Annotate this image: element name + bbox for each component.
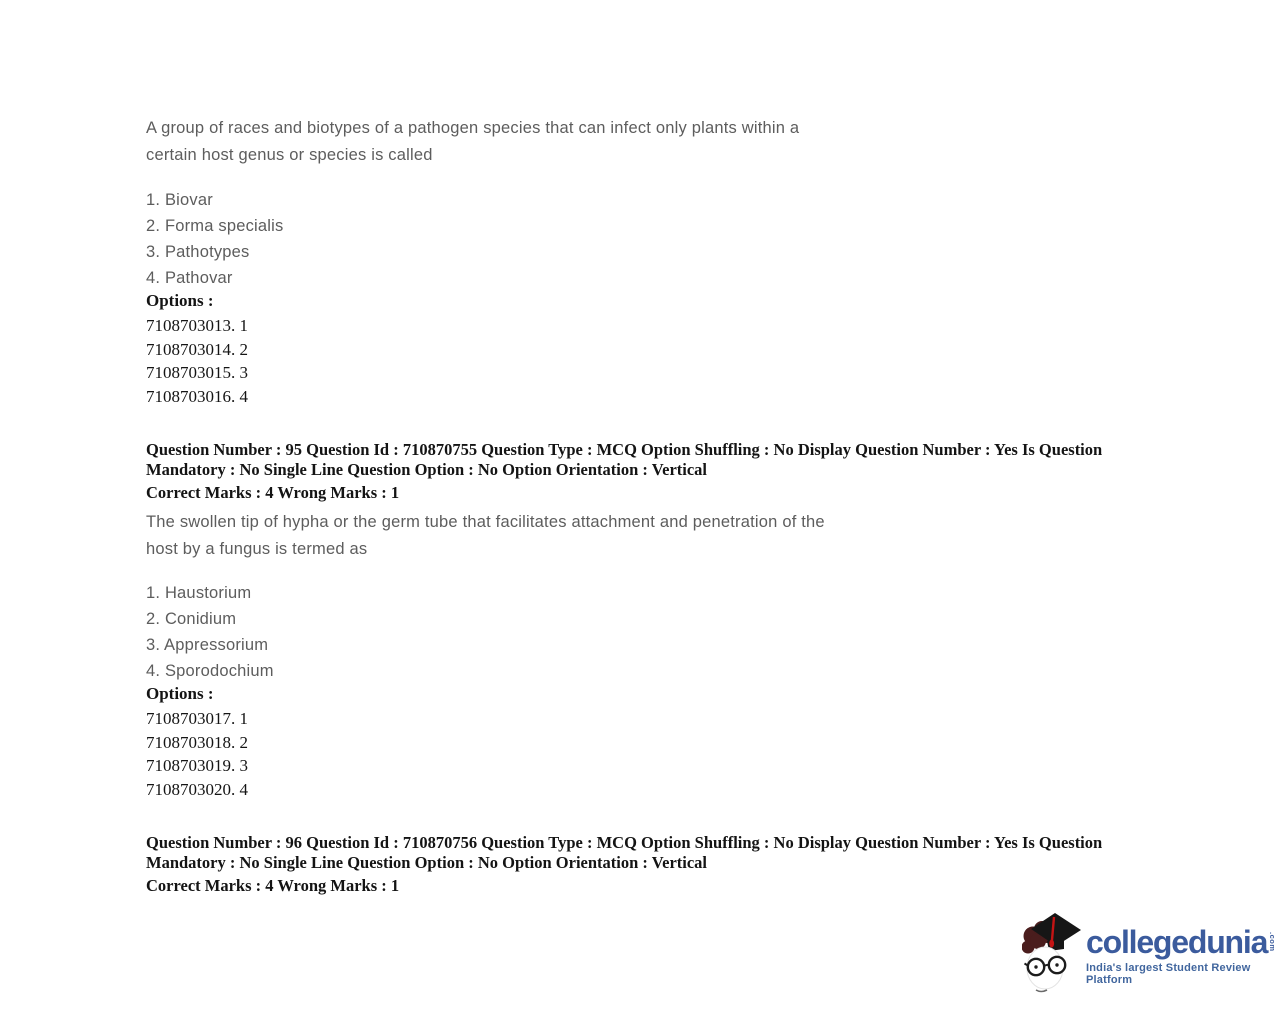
brand-suffix: .com	[1268, 932, 1278, 952]
question-meta-95	[146, 440, 1166, 479]
option-id-item: 7108703014. 2	[146, 339, 248, 359]
option-id-item: 7108703020. 4	[146, 780, 248, 800]
option-ids-95	[146, 707, 248, 802]
option-id-item: 7108703013. 1	[146, 316, 248, 335]
collegedunia-logo	[1022, 908, 1278, 1008]
choice-item: 1. Biovar	[146, 191, 213, 209]
choice-item: 1. Haustorium	[146, 584, 252, 602]
choices-94	[146, 187, 283, 291]
question-line: The swollen tip of hypha or the germ tube that facilitates attachment and penetration of the	[146, 513, 825, 531]
choices-95	[146, 580, 274, 684]
logo-text-block	[1086, 926, 1277, 986]
question-meta-96	[146, 833, 1166, 872]
option-id-item: 7108703018. 2	[146, 732, 248, 752]
meta-line: Question Number : 95 Question Id : 710870755 Question Type : MCQ Option Shuffling : No Display Question Number : Yes Is Question	[146, 440, 1103, 459]
option-ids-94	[146, 314, 248, 409]
option-id-item: 7108703017. 1	[146, 709, 248, 728]
collegedunia-mascot-icon	[1022, 910, 1084, 1006]
brand-name: collegedunia	[1086, 924, 1268, 960]
choice-item: 3. Appressorium	[146, 636, 269, 654]
meta-line: Mandatory : No Single Line Question Option : No Option Orientation : Vertical	[146, 459, 708, 479]
option-id-item: 7108703016. 4	[146, 387, 248, 407]
question-line: certain host genus or species is called	[146, 146, 433, 164]
meta-line: Question Number : 96 Question Id : 710870756 Question Type : MCQ Option Shuffling : No Display Question Number : Yes Is Question	[146, 833, 1103, 852]
meta-line: Mandatory : No Single Line Question Option : No Option Orientation : Vertical	[146, 852, 708, 872]
choice-item: 4. Pathovar	[146, 269, 233, 287]
option-id-item: 7108703019. 3	[146, 756, 248, 776]
question-line: A group of races and biotypes of a pathogen species that can infect only plants within a	[146, 119, 800, 137]
choice-item: 3. Pathotypes	[146, 243, 250, 261]
question-text-94	[146, 115, 799, 169]
question-line: host by a fungus is termed as	[146, 540, 368, 558]
options-label-94: Options :	[146, 291, 214, 310]
marks-line-95: Correct Marks : 4 Wrong Marks : 1	[146, 483, 400, 502]
options-label-95: Options :	[146, 684, 214, 703]
brand-tagline: India's largest Student Review Platform	[1086, 962, 1251, 986]
option-id-item: 7108703015. 3	[146, 363, 248, 383]
question-text-95	[146, 509, 825, 563]
choice-item: 2. Forma specialis	[146, 217, 284, 235]
choice-item: 4. Sporodochium	[146, 662, 274, 680]
marks-line-96: Correct Marks : 4 Wrong Marks : 1	[146, 876, 400, 895]
choice-item: 2. Conidium	[146, 610, 237, 628]
